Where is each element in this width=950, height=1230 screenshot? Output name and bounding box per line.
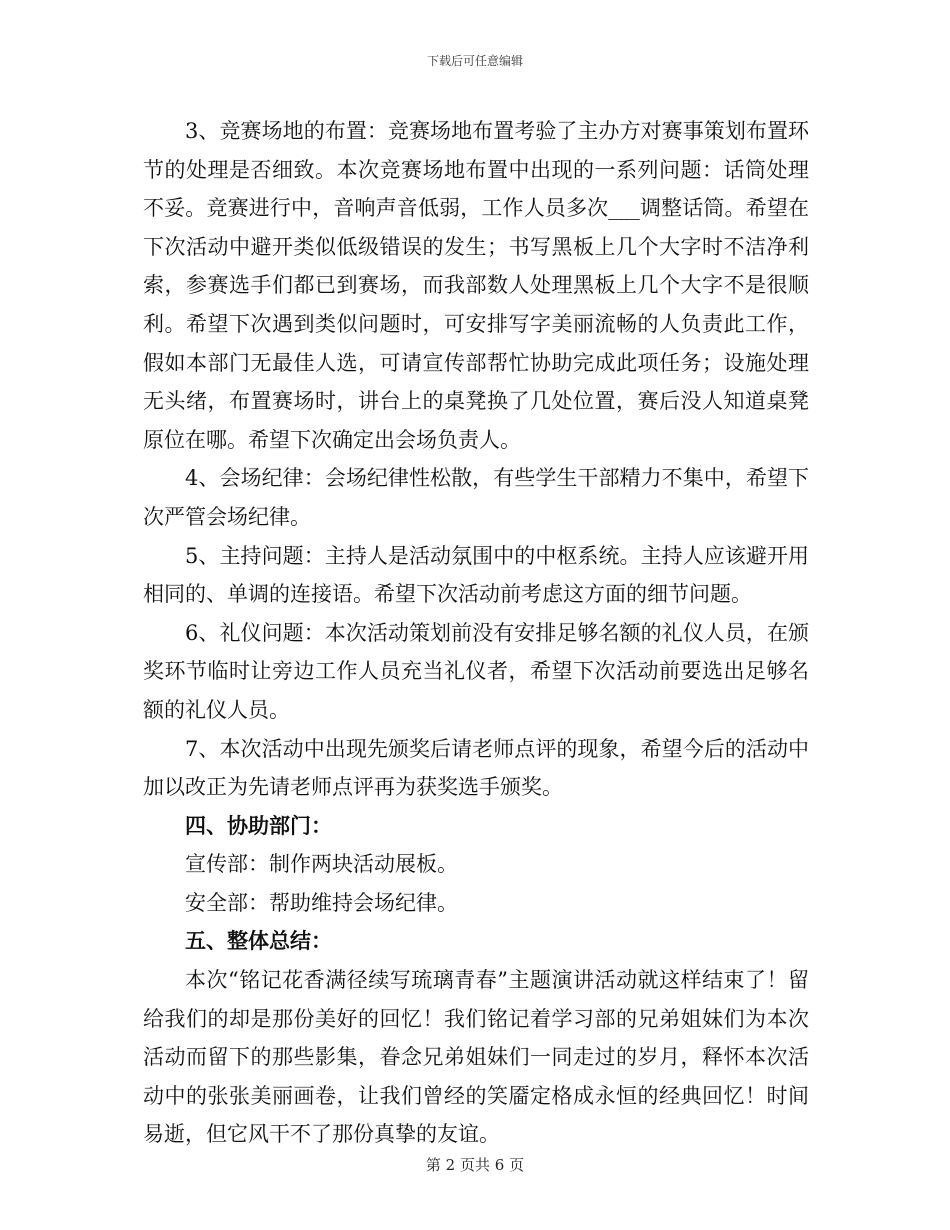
paragraph-venue-setup: 3、竞赛场地的布置：竞赛场地布置考验了主办方对赛事策划布置环节的处理是否细致。本次竞赛场地布置中出现的一系列问题：话筒处理不妥。竞赛进行中，音响声音低弱，工作人员多次___调整话筒。希望在下次活动中避开类似低级错误的发生；书写黑板上几个大字时不洁净利索，参赛选手们都已到赛场，而我部数人处理黑板上几个大字不是很顺利。希望下次遇到类似问题时，可安排写字美丽流畅的人负责此工作，假如本部门无最佳人选，可请宣传部帮忙协助完成此项任务；设施处理无头绪，布置赛场时，讲台上的桌凳换了几处位置，赛后没人知道桌凳原位在哪。希望下次确定出会场负责人。: [143, 119, 809, 452]
page-footer: 第 2 页共 6 页: [425, 1156, 525, 1174]
section-heading-overall-summary: 五、整体总结：: [185, 928, 332, 954]
paragraph-award-order: 7、本次活动中出现先颁奖后请老师点评的现象，希望今后的活动中加以改正为先请老师点评再为获奖选手颁奖。: [143, 736, 809, 800]
paragraph-summary: 本次“铭记花香满径续写琉璃青春”主题演讲活动就这样结束了！留给我们的却是那份美好的回忆！我们铭记着学习部的兄弟姐妹们为本次活动而留下的那些影集，眷念兄弟姐妹们一同走过的岁月，释怀本次活动中的张张美丽画卷，让我们曾经的笑靥定格成永恒的经典回忆！时间易逝，但它风干不了那份真挚的友谊。: [143, 968, 809, 1147]
paragraph-host-issues: 5、主持问题：主持人是活动氛围中的中枢系统。主持人应该避开用相同的、单调的连接语。希望下次活动前考虑这方面的细节问题。: [143, 543, 809, 607]
paragraph-publicity-dept: 宣传部：制作两块活动展板。: [185, 852, 458, 877]
section-heading-assisting-departments: 四、协助部门：: [185, 812, 332, 838]
paragraph-venue-discipline: 4、会场纪律：会场纪律性松散，有些学生干部精力不集中，希望下次严管会场纪律。: [143, 466, 809, 529]
paragraph-etiquette-issues: 6、礼仪问题：本次活动策划前没有安排足够名额的礼仪人员，在颁奖环节临时让旁边工作人员充当礼仪者，希望下次活动前要选出足够名额的礼仪人员。: [143, 620, 809, 722]
document-body: [143, 112, 809, 1154]
paragraph-security-dept: 安全部：帮助维持会场纪律。: [185, 890, 458, 915]
page-header: 下载后可任意编辑: [426, 54, 523, 68]
